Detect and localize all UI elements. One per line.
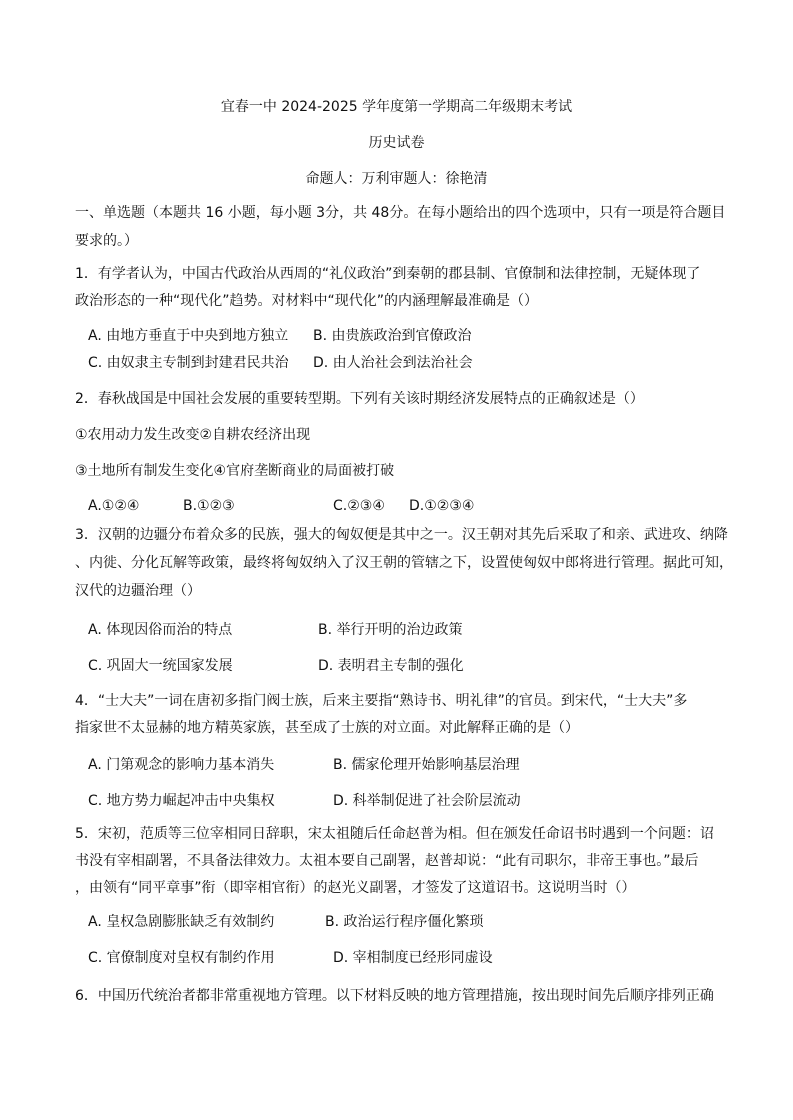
question-2-text: 2．春秋战国是中国社会发展的重要转型期。下列有关该时期经济发展特点的正确叙述是（） bbox=[75, 391, 644, 407]
question-3-option-b[interactable]: B. 举行开明的治边政策 bbox=[318, 622, 463, 638]
question-5-text: 书没有宰相副署，不具备法律效力。太祖本要自己副署，赵普却说：“此有司职尔，非帝王事也。”最后 bbox=[75, 853, 699, 869]
question-1-option-c[interactable]: C. 由奴隶主专制到封建君民共治 bbox=[88, 355, 289, 371]
question-5-option-c[interactable]: C. 官僚制度对皇权有制约作用 bbox=[88, 950, 275, 966]
question-2-option-d[interactable]: D.①②③④ bbox=[409, 498, 475, 514]
question-5-option-b[interactable]: B. 政治运行程序僵化繁琐 bbox=[325, 914, 484, 930]
question-2-option-a[interactable]: A.①②④ bbox=[88, 498, 140, 514]
authors-line: 命题人：万利审题人：徐艳清 bbox=[305, 171, 488, 187]
question-1-option-b[interactable]: B. 由贵族政治到官僚政治 bbox=[313, 328, 472, 344]
question-4-option-d[interactable]: D. 科举制促进了社会阶层流动 bbox=[333, 793, 521, 809]
question-3-text: 3．汉朝的边疆分布着众多的民族，强大的匈奴便是其中之一。汉王朝对其先后采取了和亲、武进攻、纳降 bbox=[75, 527, 728, 543]
question-4-option-a[interactable]: A. 门第观念的影响力基本消失 bbox=[88, 757, 275, 773]
question-4-option-b[interactable]: B. 儒家伦理开始影响基层治理 bbox=[333, 757, 520, 773]
question-3-option-c[interactable]: C. 巩固大一统国家发展 bbox=[88, 658, 233, 674]
question-3-text: 、内徙、分化瓦解等政策，最终将匈奴纳入了汉王朝的管辖之下，设置使匈奴中郎将进行管理。据此可知， bbox=[75, 555, 733, 571]
question-3-option-a[interactable]: A. 体现因俗而治的特点 bbox=[88, 622, 233, 638]
question-3-option-d[interactable]: D. 表明君主专制的强化 bbox=[318, 658, 464, 674]
question-3-text: 汉代的边疆治理（） bbox=[75, 583, 201, 599]
section-instructions-line1: 一、单选题（本题共 16 小题，每小题 3分，共 48分。在每小题给出的四个选项中，只有一项是符合题目 bbox=[75, 205, 726, 221]
question-6-text: 6．中国历代统治者都非常重视地方管理。以下材料反映的地方管理措施，按出现时间先后顺序排列正确 bbox=[75, 988, 714, 1004]
question-4-text: 4．“士大夫”一词在唐初多指门阀士族，后来主要指“熟诗书、明礼律”的官员。到宋代，“士大夫”多 bbox=[75, 693, 688, 709]
question-2-item: ③土地所有制发生变化④官府垄断商业的局面被打破 bbox=[75, 463, 395, 479]
question-2-item: ①农用动力发生改变②自耕农经济出现 bbox=[75, 427, 311, 443]
exam-title: 宜春一中 2024-2025 学年度第一学期高二年级期末考试 bbox=[220, 99, 573, 115]
question-1-text: 1．有学者认为，中国古代政治从西周的“礼仪政治”到秦朝的郡县制、官僚制和法律控制，无疑体现了 bbox=[75, 266, 701, 282]
question-1-option-d[interactable]: D. 由人治社会到法治社会 bbox=[313, 355, 473, 371]
section-instructions-line2: 要求的。） bbox=[75, 233, 138, 249]
question-2-option-c[interactable]: C.②③④ bbox=[333, 498, 385, 514]
question-1-option-a[interactable]: A. 由地方垂直于中央到地方独立 bbox=[88, 328, 289, 344]
question-5-option-d[interactable]: D. 宰相制度已经形同虚设 bbox=[333, 950, 493, 966]
question-4-option-c[interactable]: C. 地方势力崛起冲击中央集权 bbox=[88, 793, 275, 809]
subject-title: 历史试卷 bbox=[368, 135, 425, 151]
question-5-option-a[interactable]: A. 皇权急剧膨胀缺乏有效制约 bbox=[88, 914, 275, 930]
question-5-text: ，由领有“同平章事”衔（即宰相官衔）的赵光义副署，才签发了这道诏书。这说明当时（） bbox=[75, 880, 636, 896]
question-1-text: 政治形态的一种“现代化”趋势。对材料中“现代化”的内涵理解最准确是（） bbox=[75, 293, 539, 309]
question-5-text: 5．宋初，范质等三位宰相同日辞职，宋太祖随后任命赵普为相。但在颁发任命诏书时遇到一个问题：诏 bbox=[75, 826, 714, 842]
question-2-option-b[interactable]: B.①②③ bbox=[183, 498, 235, 514]
question-4-text: 指家世不太显赫的地方精英家族，甚至成了士族的对立面。对此解释正确的是（） bbox=[75, 720, 579, 736]
